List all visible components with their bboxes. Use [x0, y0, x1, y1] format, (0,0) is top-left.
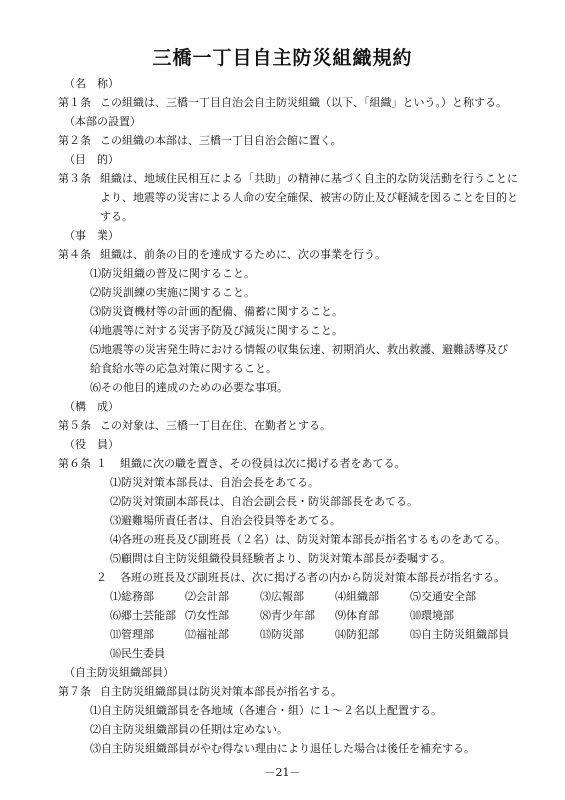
- section-heading-officers: （役 員）: [64, 438, 119, 451]
- section-heading-composition: （構 成）: [64, 400, 119, 413]
- list-item: ⑴自主防災組織部員を各地域（各連合・組）に１～２名以上配置する。: [90, 704, 442, 717]
- paragraph-number: ２: [96, 571, 107, 584]
- department-item: ⑿福祉部: [185, 628, 229, 641]
- article-5-number: 第５条: [58, 419, 91, 432]
- section-heading-hq: （本部の設置）: [64, 115, 141, 128]
- list-item: ⑶自主防災組織部員がやむ得ない理由により退任した場合は後任を補充する。: [90, 742, 475, 755]
- department-item: ⑽環境部: [410, 609, 454, 622]
- list-item: ⑴防災対策本部長は、自治会長をあてる。: [110, 476, 319, 489]
- article-5-text: この対象は、三橋一丁目在住、在勤者とする。: [100, 419, 331, 432]
- department-item: ⒂自主防災組織部員: [410, 628, 509, 641]
- article-6-paragraph-2: [58, 568, 518, 587]
- document-body: [58, 74, 518, 758]
- article-3-text: 組織は、地域住民相互による「共助」の精神に基づく自主的な防災活動を行うことにより、地震等の災害による人命の安全確保、被害の防止及び軽減を図ることを目的とする。: [100, 172, 518, 223]
- article-2-number: 第２条: [58, 134, 91, 147]
- department-item: ⑻青少年部: [260, 609, 315, 622]
- paragraph-text: 組織に次の職を置き、その役員は次に掲げる者をあてる。: [120, 457, 406, 470]
- list-item: ⑸顧問は自主防災組織役員経験者より、防災対策本部長が委嘱する。: [110, 552, 451, 565]
- department-item: ⑼体育部: [335, 609, 379, 622]
- department-item: ⑺女性部: [185, 609, 229, 622]
- department-item: ⑶広報部: [260, 590, 304, 603]
- department-item: ⒃民生委員: [110, 647, 165, 660]
- section-heading-name: （名 称）: [64, 77, 119, 90]
- department-item: ⑴総務部: [110, 590, 154, 603]
- article-6-paragraph-1: [58, 454, 518, 473]
- paragraph-number: １: [96, 457, 107, 470]
- article-1-number: 第１条: [58, 96, 91, 109]
- paragraph-text: 各班の班長及び副班長は、次に掲げる者の内から防災対策本部長が指名する。: [120, 571, 505, 584]
- list-item: ⑵防災対策副本部長は、自治会副会長・防災部部長をあてる。: [110, 495, 418, 508]
- list-item: ⑷各班の班長及び副班長（２名）は、防災対策本部長が指名するものをあてる。: [110, 533, 506, 546]
- article-1-text: この組織は、三橋一丁目自治会自主防災組織（以下、「組織」という。）と称する。: [100, 96, 507, 109]
- list-item: ⑶防災資機材等の計画的配備、備蓄に関すること。: [90, 305, 343, 318]
- department-item: ⑹郷土芸能部: [110, 609, 176, 622]
- list-item: ⑶避難場所責任者は、自治会役員等をあてる。: [110, 514, 341, 527]
- page-number: －21－: [264, 766, 301, 779]
- list-item: ⑵自主防災組織部員の任期は定めない。: [90, 723, 288, 736]
- article-4-text: 組織は、前条の目的を達成するために、次の事業を行う。: [100, 248, 386, 261]
- article-3-number: 第３条: [58, 172, 91, 185]
- article-5: [58, 416, 518, 435]
- article-2: [58, 131, 518, 150]
- list-item: ⑸地震等の災害発生時における情報の収集伝達、初期消火、救出救護、避難誘導及び給食給水等の応急対策に関すること。: [90, 343, 508, 375]
- department-item: ⒁防犯部: [335, 628, 379, 641]
- department-item: ⒀防災部: [260, 628, 304, 641]
- article-3: [58, 169, 518, 226]
- section-heading-members: （自主防災組織部員）: [64, 666, 174, 679]
- section-heading-business: （事 業）: [64, 229, 119, 242]
- list-item: ⑷地震等に対する災害予防及び減災に関すること。: [90, 324, 343, 337]
- department-item: ⑸交通安全部: [410, 590, 476, 603]
- department-item: ⑵会計部: [185, 590, 229, 603]
- department-item: ⑷組織部: [335, 590, 379, 603]
- list-item: ⑵防災訓練の実施に関すること。: [90, 286, 255, 299]
- article-7-text: 自主防災組織部員は防災対策本部長が指名する。: [100, 685, 342, 698]
- document-title: 三橋一丁目自主防災組織規約: [152, 47, 413, 69]
- article-2-text: この組織の本部は、三橋一丁目自治会館に置く。: [100, 134, 342, 147]
- article-1: [58, 93, 518, 112]
- department-item: ⑾管理部: [110, 628, 154, 641]
- article-7-number: 第７条: [58, 685, 91, 698]
- section-heading-purpose: （目 的）: [64, 153, 119, 166]
- article-4-number: 第４条: [58, 248, 91, 261]
- article-4: [58, 245, 518, 264]
- department-grid: [58, 587, 518, 663]
- article-6-number: 第６条: [58, 457, 91, 470]
- article-7: [58, 682, 518, 701]
- list-item: ⑹その他目的達成のための必要な事項。: [90, 381, 288, 394]
- list-item: ⑴防災組織の普及に関すること。: [90, 267, 255, 280]
